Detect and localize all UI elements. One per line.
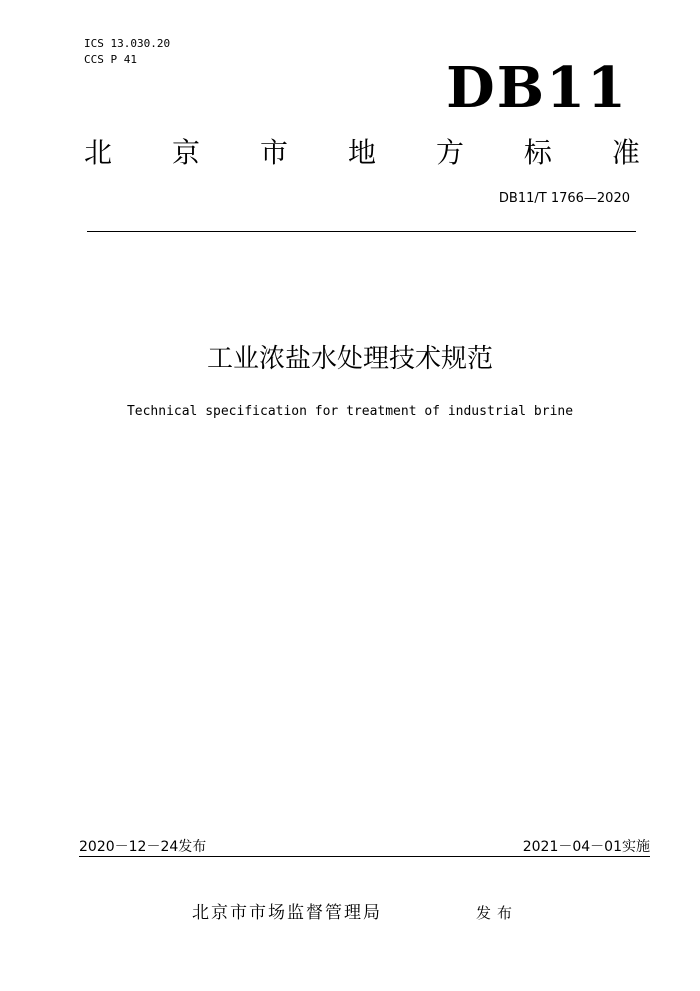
standard-type-char: 北 <box>84 136 113 169</box>
classification-codes <box>84 36 170 68</box>
document-title-chinese: 工业浓盐水处理技术规范 <box>206 344 493 374</box>
db-logo: DB11 <box>446 55 628 121</box>
release-date: 2020－12－24发布 <box>79 839 207 855</box>
document-title-english: Technical specification for treatment of industrial brine <box>126 404 574 419</box>
implementation-date: 2021－04－01实施 <box>522 839 650 855</box>
standard-type-char: 方 <box>435 136 464 169</box>
standard-type-char: 标 <box>523 136 552 169</box>
header-divider <box>87 231 636 232</box>
ics-code: ICS 13.030.20 <box>84 37 171 50</box>
standard-type-char: 准 <box>611 136 640 169</box>
footer-divider <box>79 856 650 857</box>
standard-type-heading <box>84 136 640 170</box>
standard-type-char: 京 <box>171 136 200 169</box>
standard-type-char: 市 <box>259 136 288 169</box>
standard-number: DB11/T 1766—2020 <box>498 191 630 206</box>
standard-type-char: 地 <box>347 136 376 169</box>
publish-label: 发布 <box>476 904 519 922</box>
publisher-name: 北京市市场监督管理局 <box>192 903 382 923</box>
ccs-code: CCS P 41 <box>84 53 137 66</box>
date-row <box>79 838 650 856</box>
